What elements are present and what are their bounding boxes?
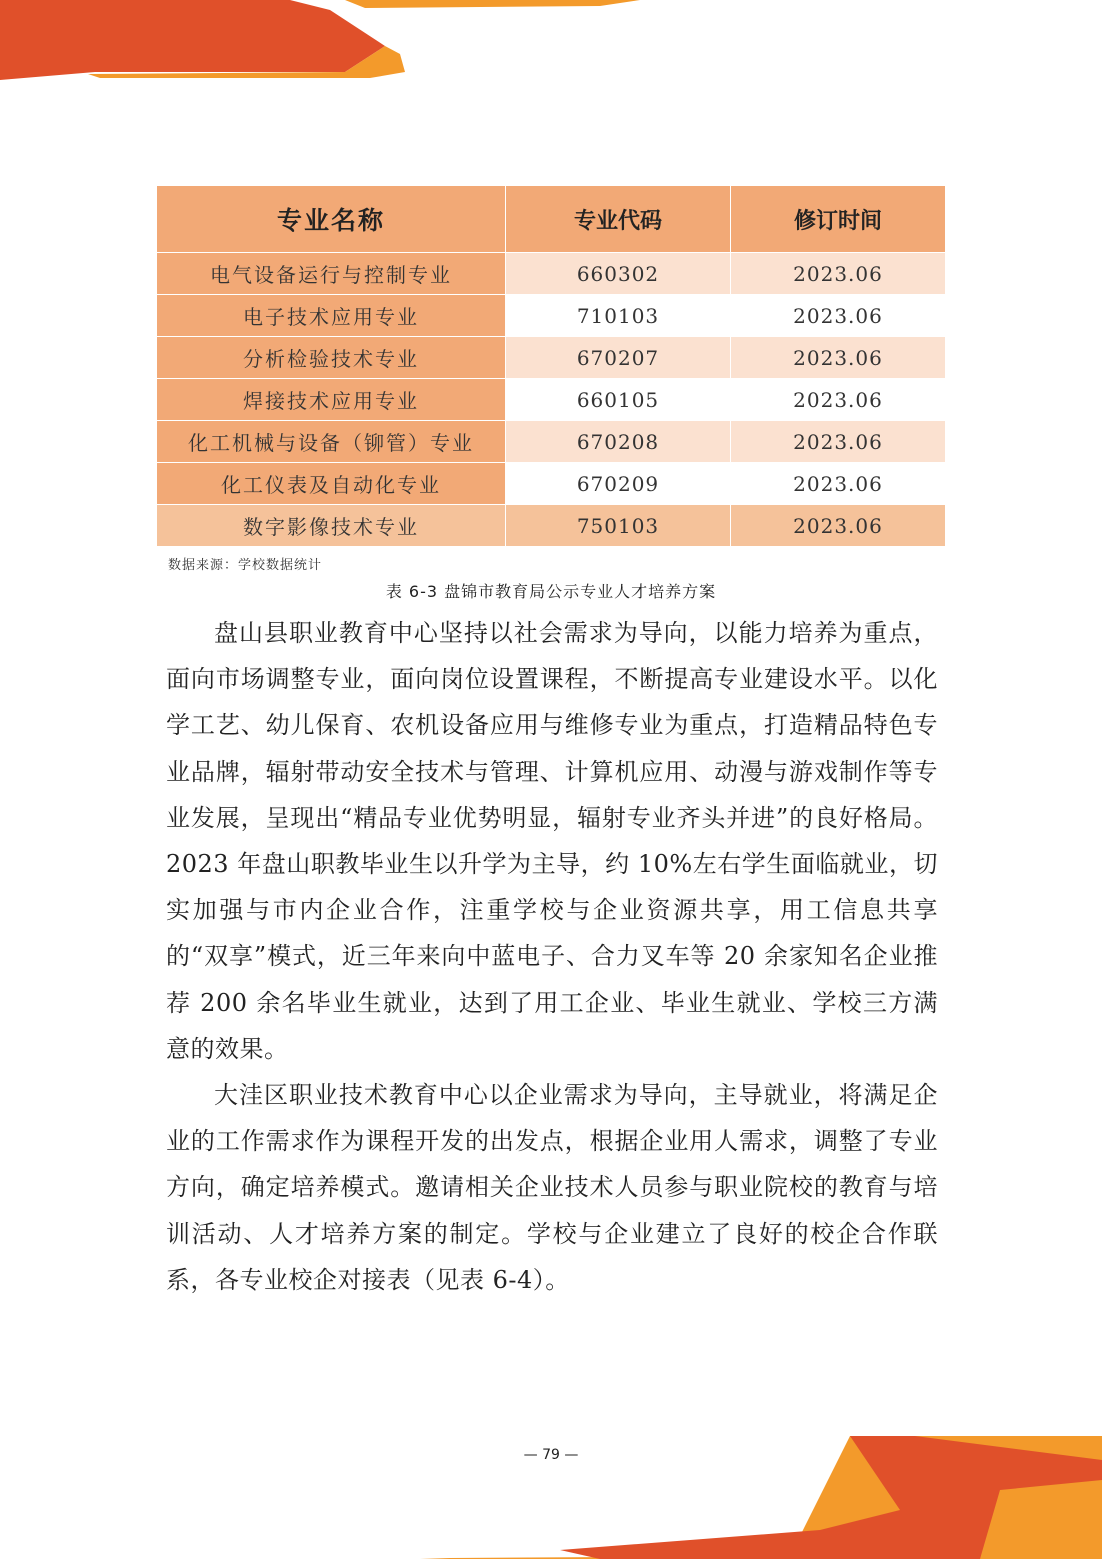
table-row [157,337,946,379]
header-revision-date: 修订时间 [731,186,946,253]
table-caption: 表 6-3 盘锦市教育局公示专业人才培养方案 [385,582,717,601]
specialty-table [156,185,946,547]
cell-revision-date: 2023.06 [731,337,946,379]
cell-specialty-name: 焊接技术应用专业 [157,379,506,421]
cell-specialty-code: 660105 [506,379,731,421]
header-specialty-code: 专业代码 [506,186,731,253]
cell-specialty-name: 电气设备运行与控制专业 [157,253,506,295]
table-row [157,379,946,421]
header-specialty-name: 专业名称 [157,186,506,253]
footer-decoration [0,1420,1102,1559]
cell-specialty-name: 数字影像技术专业 [157,505,506,547]
cell-specialty-code: 670209 [506,463,731,505]
specialty-table-container [156,185,945,547]
cell-specialty-code: 710103 [506,295,731,337]
cell-specialty-code: 750103 [506,505,731,547]
cell-specialty-code: 670207 [506,337,731,379]
table-row [157,505,946,547]
header-decoration [0,0,650,82]
data-source-note: 数据来源：学校数据统计 [168,558,323,573]
table-row [157,421,946,463]
paragraph: 盘山县职业教育中心坚持以社会需求为导向，以能力培养为重点，面向市场调整专业，面向岗位设置课程，不断提高专业建设水平。以化学工艺、幼儿保育、农机设备应用与维修专业为重点，打造精品特色专业品牌，辐射带动安全技术与管理、计算机应用、动漫与游戏制作等专业发展，呈现出“精品专业优势明显，辐射专业齐头并进”的良好格局。2023 年盘山职教毕业生以升学为主导，约 10%左右学生面临就业，切实加强与市内企业合作，注重学校与企业资源共享，用工信息共享的“双享”模式，近三年来向中蓝电子、合力叉车等 20 余家知名企业推荐 200 余名毕业生就业，达到了用工企业、毕业生就业、学校三方满意的效果。 [166,619,938,1063]
cell-revision-date: 2023.06 [731,253,946,295]
paragraph: 大洼区职业技术教育中心以企业需求为导向，主导就业，将满足企业的工作需求作为课程开发的出发点，根据企业用人需求，调整了专业方向，确定培养模式。邀请相关企业技术人员参与职业院校的教育与培训活动、人才培养方案的制定。学校与企业建立了良好的校企合作联系，各专业校企对接表（见表 6-4）。 [166,1081,938,1294]
cell-revision-date: 2023.06 [731,505,946,547]
table-row [157,463,946,505]
cell-revision-date: 2023.06 [731,421,946,463]
cell-specialty-code: 670208 [506,421,731,463]
cell-specialty-name: 化工机械与设备（铆管）专业 [157,421,506,463]
page-number: — 79 — [523,1447,579,1463]
table-header-row [157,186,946,253]
table-row [157,253,946,295]
cell-specialty-name: 分析检验技术专业 [157,337,506,379]
body-text [166,610,938,1303]
cell-specialty-code: 660302 [506,253,731,295]
cell-specialty-name: 化工仪表及自动化专业 [157,463,506,505]
cell-specialty-name: 电子技术应用专业 [157,295,506,337]
cell-revision-date: 2023.06 [731,379,946,421]
table-row [157,295,946,337]
cell-revision-date: 2023.06 [731,463,946,505]
cell-revision-date: 2023.06 [731,295,946,337]
